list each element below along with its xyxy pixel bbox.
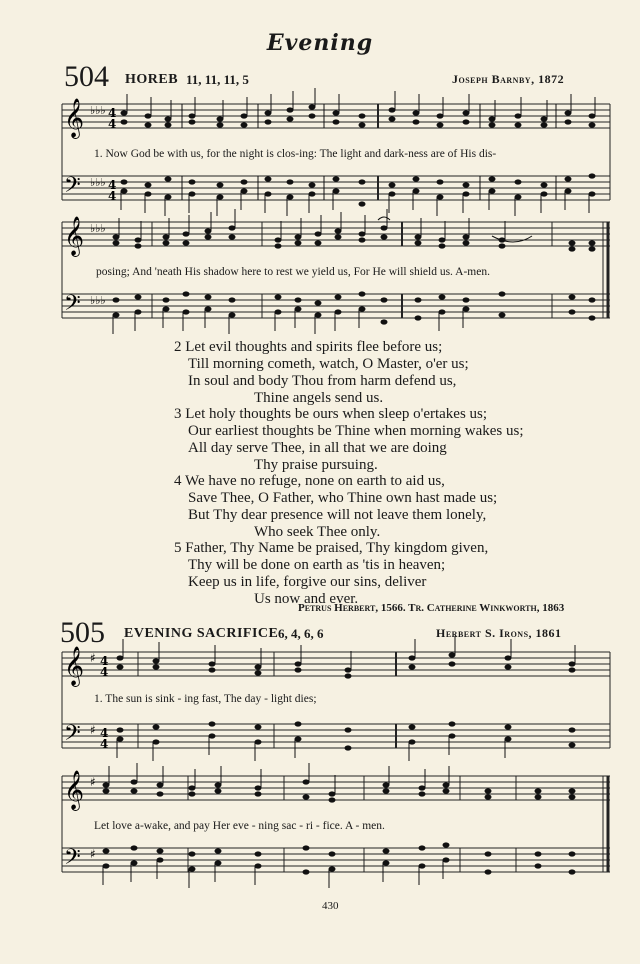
svg-text:♯: ♯: [90, 651, 96, 665]
verse-line: All day serve Thee, in all that we are doing: [188, 440, 447, 456]
verse-number: 3: [174, 406, 182, 422]
svg-text:♭♭♭: ♭♭♭: [90, 176, 106, 189]
svg-text:4: 4: [108, 117, 117, 131]
svg-text:𝄞: 𝄞: [64, 646, 85, 686]
svg-text:4: 4: [100, 665, 109, 679]
svg-text:♯: ♯: [90, 775, 96, 789]
svg-text:4: 4: [100, 726, 109, 740]
verse-line: Who seek Thee only.: [254, 524, 381, 540]
svg-text:𝄢: 𝄢: [64, 721, 81, 751]
verse-line: But Thy dear presence will not leave them lonely,: [188, 507, 487, 523]
svg-text:4: 4: [108, 189, 117, 203]
hymn-505-lyric-line-1: 1. The sun is sink - ing fast, The day - light dies;: [94, 693, 317, 705]
verse-line: Our earliest thoughts be Thine when morning wakes us;: [188, 423, 524, 439]
verse-number: 4: [174, 473, 182, 489]
verse-line: In soul and body Thou from harm defend us,: [188, 373, 457, 389]
verse-line: Save Thee, O Father, who Thine own hast made us;: [188, 490, 498, 506]
verse-line: Let evil thoughts and spirits flee before us;: [185, 339, 443, 355]
hymn-504-verse-2: [174, 339, 469, 407]
svg-text:♯: ♯: [90, 723, 96, 737]
svg-text:𝄞: 𝄞: [64, 98, 85, 138]
hymn-505-meter: 6, 4, 6, 6: [278, 626, 324, 641]
verse-line: Keep us in life, forgive our sins, deliver: [188, 574, 427, 590]
verse-line: Thy praise pursuing.: [254, 457, 378, 473]
verse-line: We have no refuge, none on earth to aid us,: [184, 473, 445, 489]
hymn-505-tune: EVENING SACRIFICE: [124, 626, 279, 641]
svg-text:4: 4: [108, 106, 117, 120]
svg-text:4: 4: [100, 654, 109, 668]
hymn-505-composer: Herbert S. Irons, 1861: [436, 626, 562, 640]
svg-text:4: 4: [108, 178, 117, 192]
hymn-504-tune: HOREB: [125, 72, 179, 87]
hymn-504-verse-4: [174, 473, 497, 541]
svg-text:𝄢: 𝄢: [64, 173, 81, 203]
svg-text:𝄢: 𝄢: [64, 845, 81, 875]
hymn-504-credit: Petrus Herbert, 1566. Tr. Catherine Winkworth, 1863: [298, 602, 565, 614]
hymn-504-lyric-line-1: 1. Now God be with us, for the night is clos-ing: The light and dark-ness are of His dis-: [94, 148, 497, 160]
hymn-505-lyric-line-2: Let love a-wake, and pay Her eve - ning sac - ri - fice. A - men.: [94, 820, 385, 832]
svg-text:♭♭♭: ♭♭♭: [90, 294, 106, 307]
verse-line: Thine angels send us.: [254, 390, 384, 406]
hymn-504-number: 504: [64, 60, 109, 93]
section-title: Evening: [266, 30, 374, 56]
svg-text:𝄞: 𝄞: [64, 216, 85, 256]
svg-text:𝄞: 𝄞: [64, 770, 85, 810]
svg-text:♯: ♯: [90, 847, 96, 861]
verse-line: Us now and ever.: [254, 591, 359, 607]
verse-line: Father, Thy Name be praised, Thy kingdom given,: [185, 540, 489, 556]
page-number: 430: [322, 900, 339, 912]
hymn-504-lyric-line-2: posing; And 'neath His shadow here to rest we yield us, For He will shield us. A-men.: [96, 266, 490, 278]
svg-text:♭♭♭: ♭♭♭: [90, 104, 106, 117]
verse-line: Let holy thoughts be ours when sleep o'ertakes us;: [185, 406, 488, 422]
svg-text:4: 4: [100, 737, 109, 751]
hymn-504-composer: Joseph Barnby, 1872: [452, 72, 565, 86]
verse-number: 5: [174, 540, 182, 556]
hymn-504-meter: 11, 11, 11, 5: [186, 72, 249, 87]
svg-text:𝄢: 𝄢: [64, 291, 81, 321]
svg-text:♭♭♭: ♭♭♭: [90, 222, 106, 235]
hymn-504-verse-5: [174, 540, 488, 608]
hymn-504-verse-3: [174, 406, 524, 474]
verse-line: Till morning cometh, watch, O Master, o'er us;: [188, 356, 469, 372]
verse-line: Thy will be done on earth as 'tis in heaven;: [188, 557, 446, 573]
hymn-505-number: 505: [60, 616, 105, 649]
verse-number: 2: [174, 339, 182, 355]
